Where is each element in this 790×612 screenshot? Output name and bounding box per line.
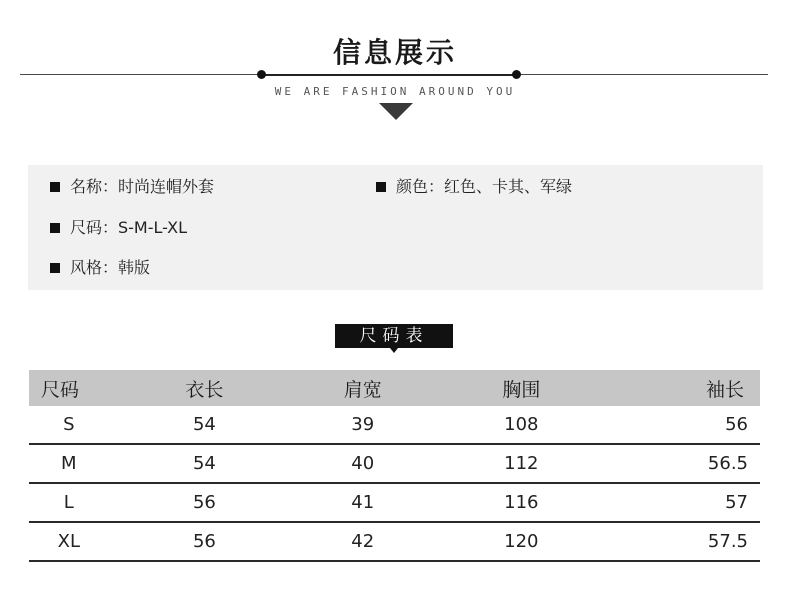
square-bullet-icon xyxy=(50,223,60,233)
table-cell: XL xyxy=(29,522,109,561)
table-cell: S xyxy=(29,406,109,444)
table-cell: 116 xyxy=(425,483,617,522)
table-cell: 56 xyxy=(109,522,301,561)
table-cell: 56 xyxy=(109,483,301,522)
info-item-style xyxy=(50,257,150,279)
info-color-text: 颜色：红色、卡其、军绿 xyxy=(396,177,573,196)
table-cell: L xyxy=(29,483,109,522)
table-cell: 42 xyxy=(300,522,425,561)
table-cell: 54 xyxy=(109,444,301,483)
table-cell: M xyxy=(29,444,109,483)
column-header: 肩宽 xyxy=(300,370,425,406)
table-cell: 56.5 xyxy=(617,444,760,483)
info-size-text: 尺码：S-M-L-XL xyxy=(70,218,187,237)
column-header: 尺码 xyxy=(29,370,109,406)
divider-dot-right xyxy=(512,70,521,79)
down-triangle-icon xyxy=(379,103,413,120)
table-row xyxy=(29,406,760,444)
table-header-row xyxy=(29,370,760,406)
table-cell: 54 xyxy=(109,406,301,444)
table-cell: 108 xyxy=(425,406,617,444)
table-cell: 40 xyxy=(300,444,425,483)
table-cell: 39 xyxy=(300,406,425,444)
pointer-triangle-icon xyxy=(390,348,398,353)
header-divider-center xyxy=(262,74,516,76)
square-bullet-icon xyxy=(50,263,60,273)
product-info-panel xyxy=(28,165,763,290)
column-header: 胸围 xyxy=(425,370,617,406)
column-header: 衣长 xyxy=(109,370,301,406)
square-bullet-icon xyxy=(50,182,60,192)
header-divider-right xyxy=(516,74,768,75)
header-divider-left xyxy=(20,74,262,75)
page-title: 信息展示 xyxy=(332,36,457,69)
table-cell: 41 xyxy=(300,483,425,522)
table-cell: 57 xyxy=(617,483,760,522)
column-header: 袖长 xyxy=(617,370,760,406)
info-name-text: 名称：时尚连帽外套 xyxy=(70,177,215,196)
table-cell: 112 xyxy=(425,444,617,483)
table-row xyxy=(29,483,760,522)
info-item-name xyxy=(50,176,214,198)
table-row xyxy=(29,522,760,561)
page-subtitle: WE ARE FASHION AROUND YOU xyxy=(274,85,516,98)
info-item-size xyxy=(50,217,187,239)
header-section xyxy=(0,0,790,130)
square-bullet-icon xyxy=(376,182,386,192)
table-cell: 57.5 xyxy=(617,522,760,561)
size-chart-table xyxy=(29,370,760,562)
divider-dot-left xyxy=(257,70,266,79)
info-style-text: 风格：韩版 xyxy=(70,258,151,277)
table-cell: 56 xyxy=(617,406,760,444)
info-item-color xyxy=(376,176,572,198)
table-cell: 120 xyxy=(425,522,617,561)
size-chart-title: 尺码表 xyxy=(335,324,453,348)
table-row xyxy=(29,444,760,483)
